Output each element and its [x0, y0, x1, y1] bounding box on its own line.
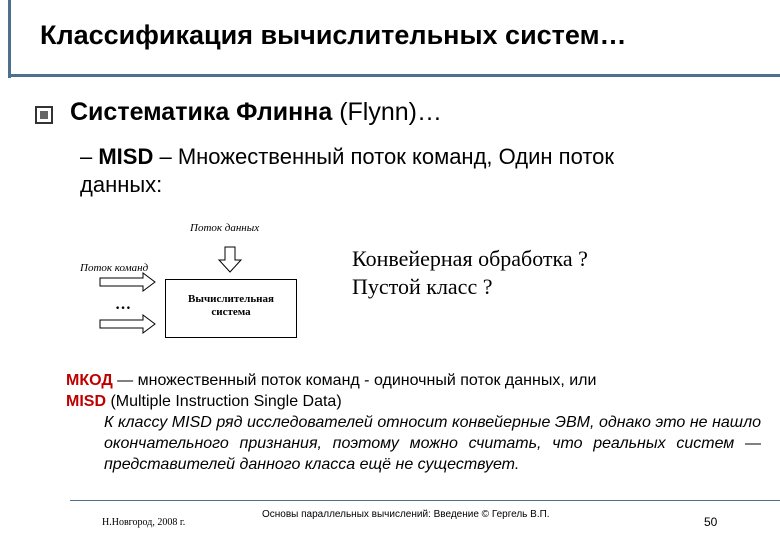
- definition-italic: К классу MISD ряд исследователей относит конвейерные ЭВМ, однако это не нашло окончательного признания, поэтому можно считать, что реальных систем — представителей данного класса ещё не существует.: [104, 414, 761, 473]
- bullet-flynn-rest: (Flynn)…: [332, 98, 442, 126]
- sub-bullet-dash: –: [80, 144, 99, 169]
- sub-bullet-misd-bold: MISD: [98, 144, 154, 169]
- data-stream-label: Поток данных: [190, 222, 260, 234]
- command-arrow-icon: [100, 315, 155, 333]
- footer-location: Н.Новгород, 2008 г.: [102, 517, 186, 528]
- definition-line2: [66, 391, 761, 412]
- command-arrow-icon: [100, 273, 155, 291]
- slide-title: Классификация вычислительных систем…: [40, 20, 627, 50]
- footer-course: Основы параллельных вычислений: Введение © Гергель В.П.: [262, 509, 550, 520]
- sub-bullet-misd-rest: – Множественный поток команд, Один поток данных:: [80, 144, 615, 197]
- definition-line2-rest: (Multiple Instruction Single Data): [106, 393, 342, 410]
- misd-term: MISD: [66, 393, 106, 410]
- definition-line1-rest: — множественный поток команд - одиночный поток данных, или: [112, 372, 597, 389]
- definition-line1: [66, 370, 761, 391]
- command-stream-label: Поток команд: [80, 262, 149, 274]
- footer-divider: [70, 500, 780, 501]
- right-note-line1: Конвейерная обработка ?: [352, 246, 588, 271]
- mkod-term: МКОД: [66, 372, 113, 389]
- processor-label: [165, 293, 297, 319]
- definition-paragraph: [66, 370, 761, 475]
- page-number: 50: [704, 515, 718, 529]
- data-down-arrow-icon: [219, 247, 241, 272]
- right-note-line2: Пустой класс ?: [352, 274, 493, 299]
- command-stream-dots: …: [115, 296, 131, 313]
- right-note: [352, 245, 588, 301]
- bullet-flynn-bold: Систематика Флинна: [70, 98, 333, 126]
- processor-label-line2: система: [211, 306, 251, 318]
- processor-label-line1: Вычислительная: [188, 293, 274, 305]
